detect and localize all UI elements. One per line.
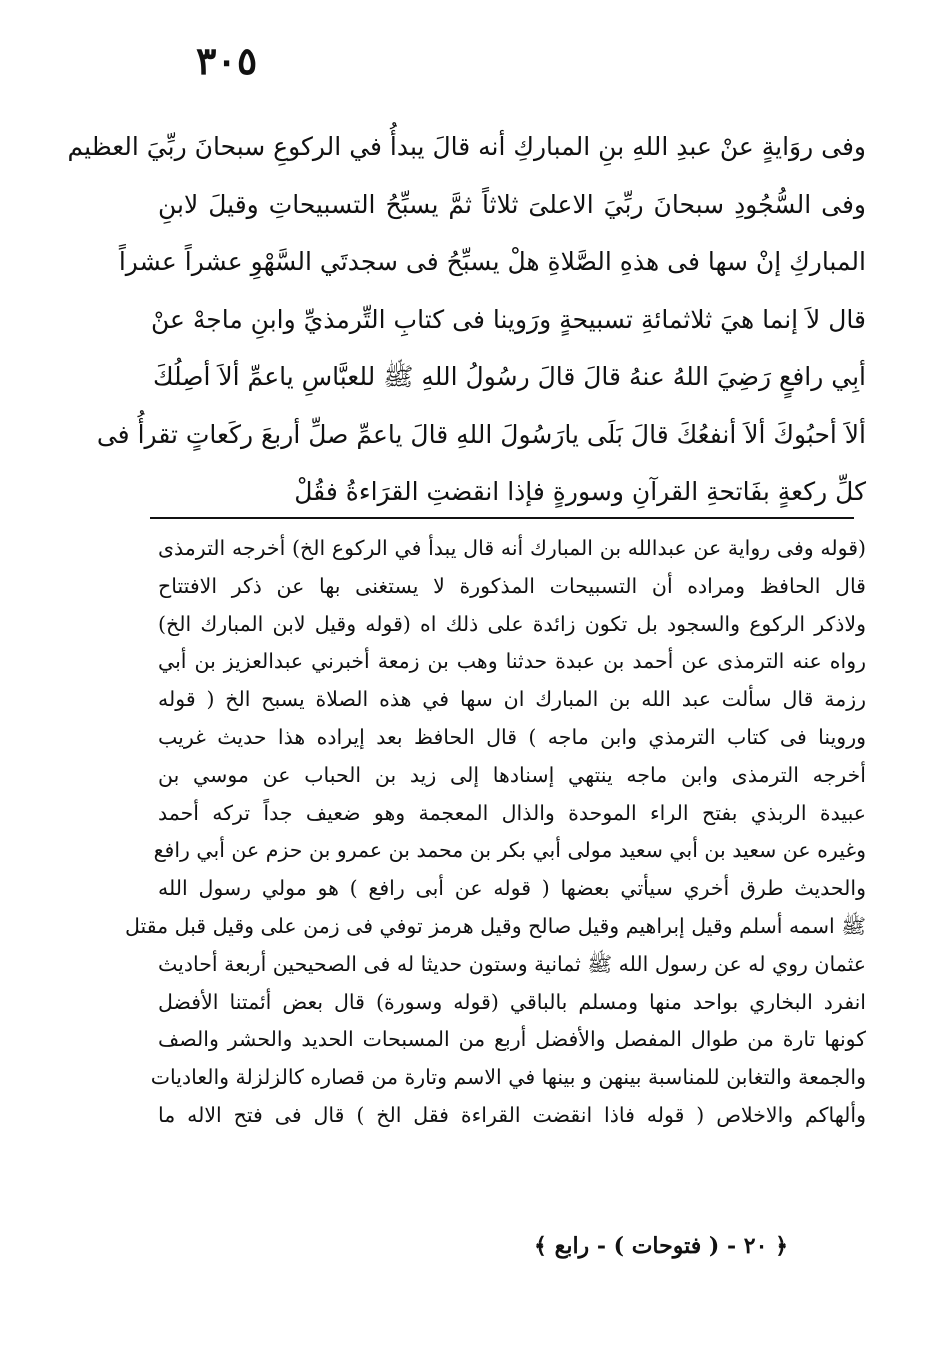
main-text-line: ألاَ أحبُوكَ ألاَ أنفعُكَ قالَ بَلَى يارَسُولَ اللهِ قالَ ياعمِّ صلِّ أربعَ ركَعاتٍ تقرأُ فى [96, 419, 866, 449]
commentary-line: وروينا فى كتاب الترمذي وابن ماجه ) قال الحافظ بعد إيراده هذا حديث غريب [158, 724, 866, 749]
commentary-line: عثمان روي له عن رسول الله ﷺ ثمانية وستون حديثا له فى الصحيحين أربعة أحاديث [158, 951, 866, 976]
commentary-line: قال الحافظ ومراده أن التسبيحات المذكورة لا يستغنى بها عن ذكر الافتتاح [158, 573, 866, 598]
commentary-line: (قوله وفى رواية عن عبدالله بن المبارك أنه قال يبدأ في الركوع الخ) أخرجه الترمذى [158, 536, 866, 560]
commentary-line: رواه عنه الترمذى عن أحمد بن عبدة حدثنا وهب بن زمعة أخبرني عبدالعزيز بن أبي [158, 649, 866, 674]
section-divider [150, 517, 854, 519]
commentary-block [125, 530, 866, 1135]
commentary-line: وغيره عن سعيد بن أبي سعيد مولى أبي بكر بن محمد بن عمرو بن حزم عن أبي رافع [153, 838, 866, 863]
ornament-left: ﴾ [534, 1233, 547, 1259]
commentary-line: وألهاكم والاخلاص ( قوله فاذا انقضت القراءة فقل الخ ) قال فى فتح الاله ما [158, 1102, 866, 1127]
main-text-block [67, 118, 866, 521]
commentary-line: كونها تارة من طوال المفصل والأفضل أربع من المسبحات الحديد والحشر والصف [158, 1027, 866, 1052]
page-number: ٣٠٥ [196, 38, 258, 83]
signature-footer [496, 1228, 826, 1264]
main-text-line: المباركِ إنْ سها فى هذهِ الصَّلاةِ هلْ يسبِّحُ فى سجدتَي السَّهْوِ عشراً عشراً [118, 247, 866, 276]
main-text-line: كلِّ ركعةٍ بفَاتحةِ القرآنِ وسورةٍ فإذا انقضتِ القرَاءةُ فقُلْ [294, 477, 866, 506]
main-text-line: قال لاَ إنما هيَ ثلاثمائةِ تسبيحةٍ ورَوينا فى كتابِ التِّرمذيِّ وابنِ ماجهْ عنْ [150, 304, 866, 334]
commentary-line: ولاذكر الركوع والسجود بل تكون زائدة على ذلك اه (قوله وقيل لابن المبارك الخ) [158, 611, 866, 636]
commentary-line: والحديث طرق أخري سيأتي بعضها ( قوله عن أبى رافع ) هو مولي رسول الله [158, 876, 866, 901]
main-text-line: أبِي رافعٍ رَضِيَ اللهُ عنهُ قالَ قالَ رسُولُ اللهِ ﷺ للعبَّاسِ ياعمِّ ألاَ أصِلُكَ [152, 362, 866, 391]
signature-mark: ٢٠ - ( فتوحات ) - رابع [554, 1233, 768, 1259]
commentary-line: والجمعة والتغابن للمناسبة بينهن و بينها في الاسم وتارة من قصاره كالزلزلة والعاديات [150, 1065, 866, 1090]
main-text-line: وفى روَايةٍ عنْ عبدِ اللهِ بنِ المباركِ أنه قالَ يبدأُ في الركوعِ سبحانَ ربِّيَ العظيم [67, 132, 866, 161]
commentary-line: رزمة قال سألت عبد الله بن المبارك ان سها في هذه الصلاة يسبح الخ ( قوله [158, 687, 866, 712]
commentary-line: ﷺ اسمه أسلم وقيل إبراهيم وقيل صالح وقيل هرمز توفي فى زمن على وقيل قبل مقتل [125, 913, 866, 938]
main-text-line: وفى السُّجُودِ سبحانَ ربِّيَ الاعلىَ ثلاثاً ثمَّ يسبِّحُ التسبيحاتِ وقيلَ لابنِ [158, 189, 866, 219]
commentary-line: انفرد البخاري بواحد منها ومسلم بالباقي (قوله وسورة) قال بعض أئمتنا الأفضل [158, 989, 866, 1014]
ornament-right: ﴿ [775, 1233, 788, 1259]
commentary-line: أخرجه الترمذى وابن ماجه ينتهي إسنادها إلى زيد بن الحباب عن موسي بن [158, 762, 866, 787]
commentary-line: عبيدة الربذي بفتح الراء الموحدة والذال المعجمة وهو ضعيف جداً تركه أحمد [158, 800, 866, 825]
